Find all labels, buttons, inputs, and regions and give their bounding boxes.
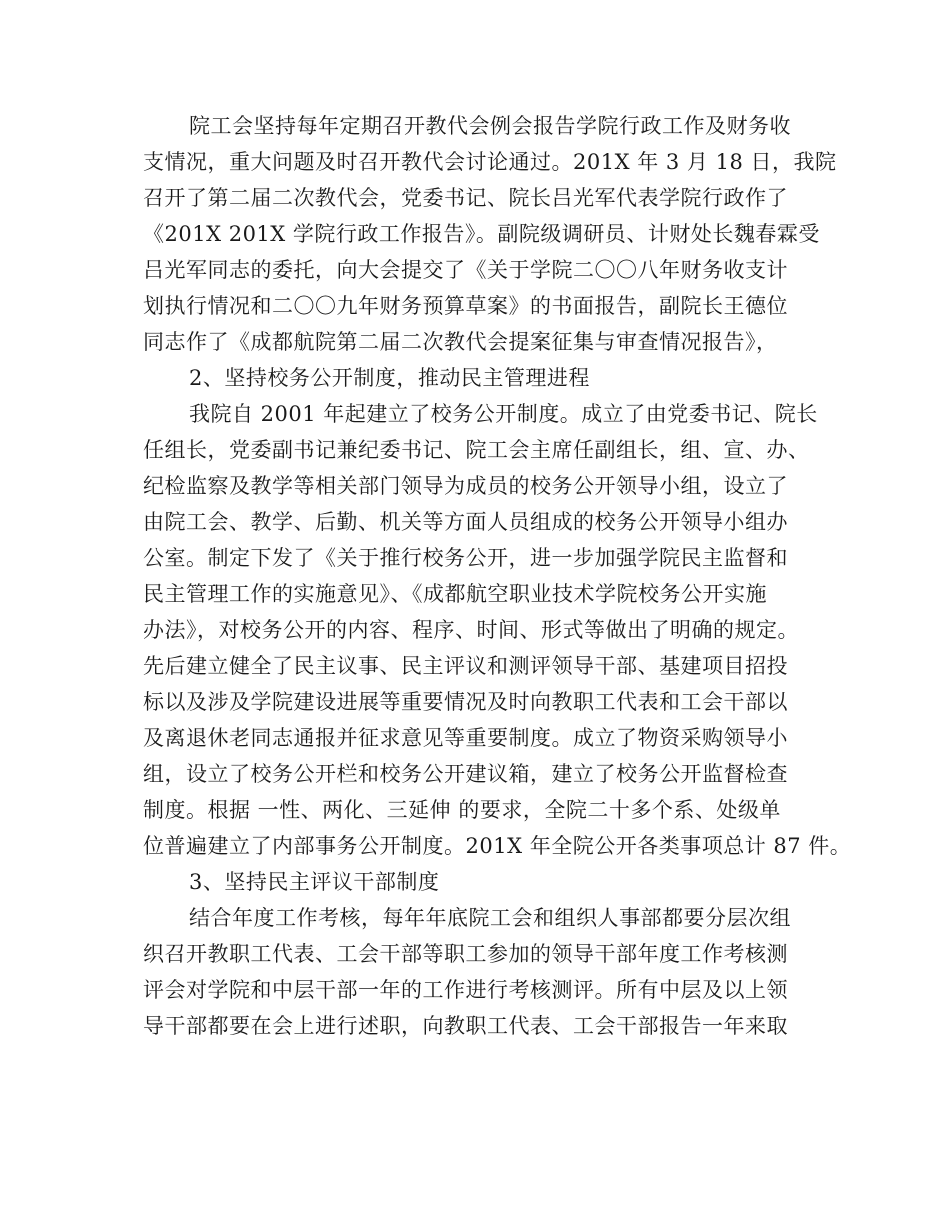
paragraph-line: 《201X 201X 学院行政工作报告》。副院级调研员、计财处长魏春霖受	[143, 222, 820, 246]
paragraph-line: 结合年度工作考核，每年年底院工会和组织人事部都要分层次组	[189, 906, 791, 930]
paragraph-line: 位普遍建立了内部事务公开制度。201X 年全院公开各类事项总计 87 件。	[143, 834, 852, 858]
paragraph-line: 划执行情况和二〇〇九年财务预算草案》的书面报告，副院长王德位	[143, 294, 788, 318]
paragraph-line: 办法》，对校务公开的内容、程序、时间、形式等做出了明确的规定。	[143, 618, 799, 642]
paragraph-line: 公室。制定下发了《关于推行校务公开，进一步加强学院民主监督和	[143, 546, 788, 570]
paragraph-line: 导干部都要在会上进行述职，向教职工代表、工会干部报告一年来取	[143, 1014, 788, 1038]
paragraph-line: 由院工会、教学、后勤、机关等方面人员组成的校务公开领导小组办	[143, 510, 788, 534]
paragraph-line: 召开了第二届二次教代会，党委书记、院长吕光军代表学院行政作了	[143, 186, 788, 210]
paragraph-line: 民主管理工作的实施意见》、《成都航空职业技术学院校务公开实施	[143, 582, 767, 606]
paragraph-line: 我院自 2001 年起建立了校务公开制度。成立了由党委书记、院长	[189, 402, 818, 426]
section-heading: 2、坚持校务公开制度，推动民主管理进程	[189, 366, 590, 390]
section-heading: 3、坚持民主评议干部制度	[189, 870, 440, 894]
paragraph-line: 同志作了《成都航院第二届二次教代会提案征集与审查情况报告》，	[143, 330, 778, 354]
paragraph-line: 标以及涉及学院建设进展等重要情况及时向教职工代表和工会干部以	[143, 690, 788, 714]
paragraph-line: 支情况，重大问题及时召开教代会讨论通过。201X 年 3 月 18 日，我院	[143, 150, 837, 174]
paragraph-line: 及离退休老同志通报并征求意见等重要制度。成立了物资采购领导小	[143, 726, 788, 750]
paragraph-line: 评会对学院和中层干部一年的工作进行考核测评。所有中层及以上领	[143, 978, 788, 1002]
paragraph-line: 吕光军同志的委托，向大会提交了《关于学院二〇〇八年财务收支计	[143, 258, 788, 282]
paragraph-line: 组，设立了校务公开栏和校务公开建议箱，建立了校务公开监督检查	[143, 762, 788, 786]
paragraph-line: 院工会坚持每年定期召开教代会例会报告学院行政工作及财务收	[189, 114, 791, 138]
paragraph-line: 制度。根据 一性、两化、三延伸 的要求，全院二十多个系、处级单	[143, 798, 781, 822]
paragraph-line: 任组长，党委副书记兼纪委书记、院工会主席任副组长，组、宣、办、	[143, 438, 810, 462]
paragraph-line: 纪检监察及教学等相关部门领导为成员的校务公开领导小组，设立了	[143, 474, 788, 498]
paragraph-line: 织召开教职工代表、工会干部等职工参加的领导干部年度工作考核测	[143, 942, 788, 966]
paragraph-line: 先后建立健全了民主议事、民主评议和测评领导干部、基建项目招投	[143, 654, 788, 678]
